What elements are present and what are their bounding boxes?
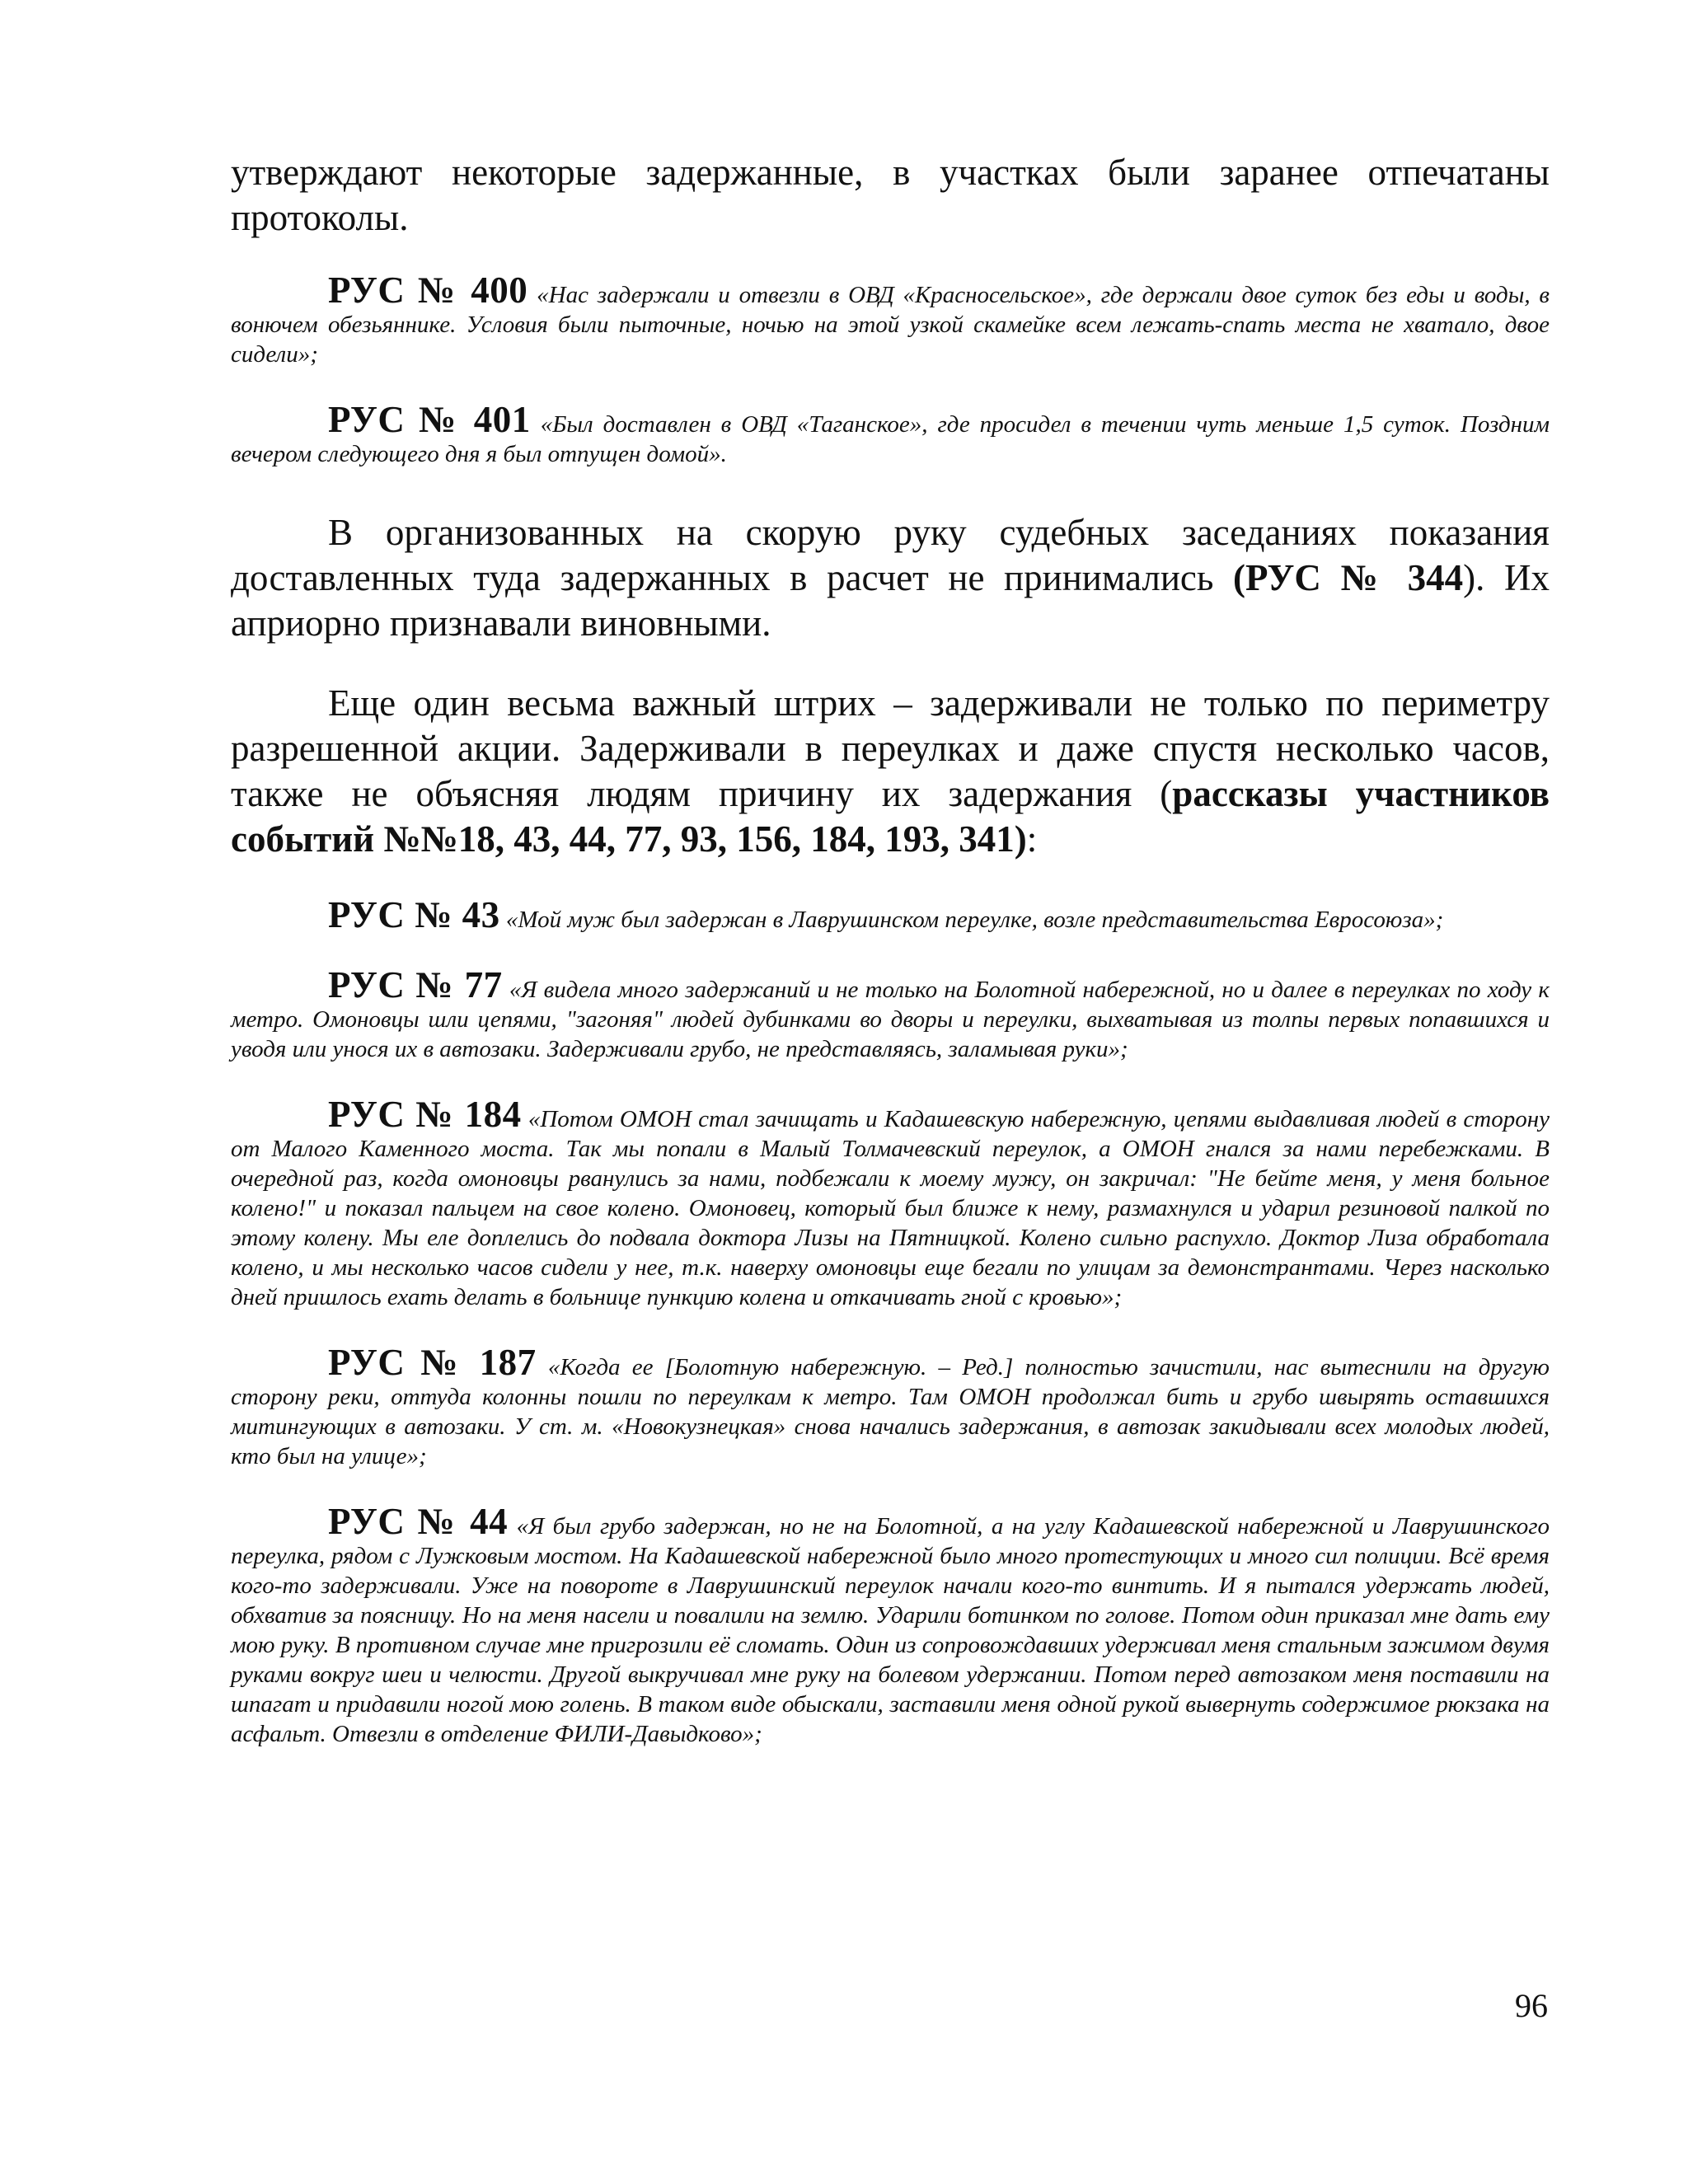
- quote-text: «Я был грубо задержан, но не на Болотной, а на углу Кадашевской набережной и Лаврушинского переулка, рядом с Лужковым мостом. На Кадашевской набережной было много протестующих и много сил полиции. Всё время кого-то задерживали. Уже на повороте в Лаврушинский переулок начали кого-то винтить. И я пытался удержать людей, обхватив за поясницу. Но на меня насели и повалили на землю. Ударили ботинком по голове. Потом один приказал мне дать ему мою руку. В противном случае мне пригрозили её сломать. Один из сопровождавших удерживал меня стальным зажимом двумя руками вокруг шеи и челюсти. Другой выкручивал мне руку на болевом удержании. Потом перед автозаком меня поставили на шпагат и придавили ногой мою голень. В таком виде обыскали, заставили меня одной рукой вывернуть содержимое рюкзака на асфальт. Отвезли в отделение ФИЛИ-Давыдково»;: [231, 1513, 1550, 1747]
- page-number: 96: [1515, 1987, 1548, 2024]
- court-paragraph-text: В организованных на скорую руку судебных заседаниях показания доставленных туда задержанных в расчет не принимались: [231, 512, 1550, 598]
- quote-label: РУС № 187: [328, 1342, 537, 1383]
- streets-paragraph-text: Еще один весьма важный штрих – задерживали не только по периметру разрешенной акции. Задерживали в переулках и даже спустя несколько часов, также не объясняя людям причину их задержания (: [231, 682, 1550, 814]
- quote-rus-43: [231, 894, 1550, 935]
- quote-label: РУС № 400: [328, 269, 528, 311]
- quote-rus-184: [231, 1094, 1550, 1312]
- court-paragraph-reference: (РУС № 344: [1233, 557, 1464, 598]
- quote-text: «Потом ОМОН стал зачищать и Кадашевскую набережную, цепями выдавливая людей в сторону от Малого Каменного моста. Так мы попали в Малый Толмачевский переулок, а ОМОН гнался за нами перебежками. В очередной раз, когда омоновцы рванулись за нами, подбежали к моему мужу, он закричал: "Не бейте меня, у меня больное колено!" и показал пальцем на свое колено. Омоновец, который был ближе к нему, размахнулся и ударил резиновой палкой по этому колену. Мы еле доплелись до подвала доктора Лизы на Пятницкой. Колено сильно распухло. Доктор Лиза обработала колено, и мы несколько часов сидели у нее, т.к. наверху омоновцы еще бегали по улицам за демонстрантами. Через насколько дней пришлось ехать делать в больнице пункцию колена и откачивать гной с кровью»;: [231, 1106, 1550, 1310]
- court-paragraph-tail: ). Их априорно признавали виновными.: [231, 557, 1550, 644]
- quote-rus-44: [231, 1501, 1550, 1749]
- quote-rus-187: [231, 1342, 1550, 1471]
- streets-paragraph-tail: :: [1026, 818, 1038, 860]
- quote-rus-400: [231, 269, 1550, 369]
- quote-text: «Я видела много задержаний и не только на Болотной набережной, но и далее в переулках по ходу к метро. Омоновцы шли цепями, "загоняя" людей дубинками во дворы и переулки, выхватывая из толпы первых попавшихся и уводя или унося их в автозаки. Задерживали грубо, не представляясь, заламывая руки»;: [231, 977, 1550, 1062]
- quote-label: РУС № 184: [328, 1094, 522, 1135]
- streets-paragraph-reference: рассказы участников событий №№18, 43, 44, 77, 93, 156, 184, 193, 341): [231, 773, 1550, 860]
- quote-rus-401: [231, 399, 1550, 469]
- page-content: [231, 150, 1550, 1784]
- quote-text: «Мой муж был задержан в Лаврушинском переулке, возле представительства Евросоюза»;: [505, 907, 1444, 933]
- streets-paragraph: [231, 681, 1550, 862]
- court-paragraph: [231, 510, 1550, 646]
- intro-paragraph: утверждают некоторые задержанные, в участках были заранее отпечатаны протоколы.: [231, 152, 1550, 238]
- quote-rus-77: [231, 964, 1550, 1064]
- quote-text: «Был доставлен в ОВД «Таганское», где просидел в течении чуть меньше 1,5 суток. Поздним вечером следующего дня я был отпущен домой».: [231, 411, 1550, 467]
- quote-label: РУС № 77: [328, 964, 503, 1005]
- quote-text: «Нас задержали и отвезли в ОВД «Красносельское», где держали двое суток без еды и воды, в вонючем обезьяннике. Условия были пыточные, ночью на этой узкой скамейке всем лежать-спать места не хватало, двое сидели»;: [231, 282, 1550, 368]
- quote-label: РУС № 44: [328, 1501, 509, 1542]
- quote-text: «Когда ее [Болотную набережную. – Ред.] полностью зачистили, нас вытеснили на другую сторону реки, оттуда колонны пошли по переулкам к метро. Там ОМОН продолжал бить и грубо швырять оставшихся митингующих в автозаки. У ст. м. «Новокузнецкая» снова начались задержания, в автозак закидывали всех молодых людей, кто был на улице»;: [231, 1354, 1550, 1469]
- quote-label: РУС № 401: [328, 399, 531, 440]
- quote-label: РУС № 43: [328, 894, 500, 935]
